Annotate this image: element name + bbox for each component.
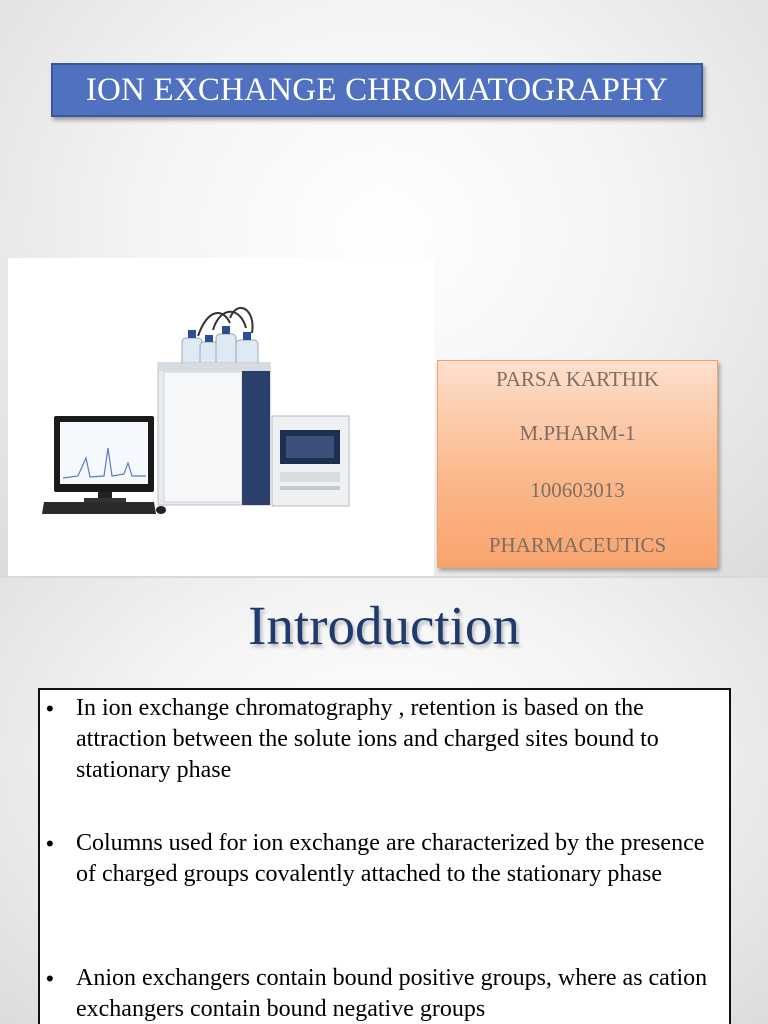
- bullet-text: Columns used for ion exchange are characterized by the presence of charged groups covalently attached to the stationary phase: [76, 830, 705, 887]
- bullet-text: In ion exchange chromatography , retention is based on the attraction between the solute ions and charged sites bound to stationary phase: [76, 695, 659, 783]
- bullet-icon: •: [46, 696, 54, 721]
- slide-title: ION EXCHANGE CHROMATOGRAPHY: [85, 71, 669, 108]
- title-banner: [51, 63, 703, 117]
- bullet-list: [38, 688, 731, 1024]
- author-department: PHARMACEUTICS: [488, 533, 667, 557]
- author-name: PARSA KARTHIK: [495, 367, 660, 391]
- hplc-instrument-icon: [8, 258, 434, 576]
- bullet-text: Anion exchangers contain bound positive groups, where as cation exchangers contain bound negative groups: [76, 965, 708, 1022]
- author-info-box: [437, 360, 718, 568]
- bullet-icon: •: [46, 966, 54, 991]
- author-course: M.PHARM-1: [519, 421, 636, 445]
- author-roll-number: 100603013: [530, 478, 625, 502]
- bullet-icon: •: [46, 831, 54, 856]
- introduction-slide: [0, 578, 768, 1024]
- introduction-title: Introduction: [248, 595, 520, 656]
- hplc-instrument-image: [8, 258, 434, 576]
